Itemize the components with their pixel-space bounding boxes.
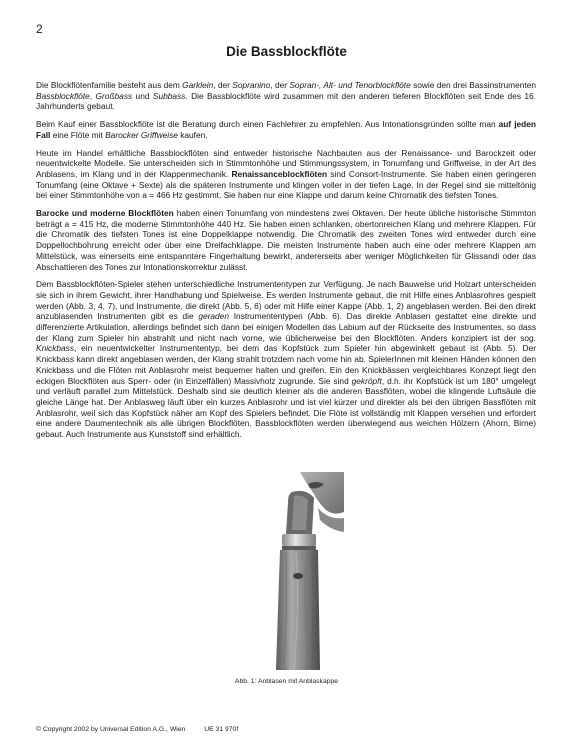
footer — [36, 726, 238, 733]
text-run: sowie den drei Bassinstrumenten — [410, 80, 537, 90]
italic-text: Großbass — [95, 90, 133, 101]
figure-caption: Abb. 1: Anblasen mit Anblaskappe — [234, 678, 339, 685]
text-run: Beim Kauf einer Bassblockflöte ist die Beratung durch einen Fachlehrer zu empfehlen. Aus Intonationsgründen sollte man — [36, 119, 499, 130]
text-run: , ein neuentwickelter Instrumententyp, bei dem das Kopfstück zum Spieler hin abgewinkelt gebaut ist (Abb. 5). Der Knickbass kann direkt angeblasen werden, der Klang strahlt trotzdem nach vorne hin ab. SpielerInnen mit kleinen Händen können den Knickbass und die Flöten mit Anblasrohr meist bequemer halten und greifen. Ein den Knickbässen vergleichbares Konzept liegt den eckigen Blockflöten aus Sperr- oder (in Einzelfällen) Massivholz zugrunde. Sie sind — [36, 343, 536, 386]
text-run: eine Flöte mit — [50, 129, 106, 140]
text-run: kaufen. — [177, 129, 208, 140]
text-run: , der — [213, 80, 233, 90]
text-run: haben einen Tonumfang von mindestens zwei Oktaven. Der heute übliche historische Stimmton beträgt a = 415 Hz, die moderne Stimmtonhöhe 440 Hz. Sie haben einen schlanken, obertonreichen Klang und mehrere Klappen. Für die Chromatik des tiefsten Tones ist eine Doppelklappe notwendig. Die Chromatik des zweiten Tones wird entweder durch eine Doppellochbohrung erreicht oder über eine Dreifachklappe. Die meisten Instrumente haben auch eine oder mehrere Klappen am Mittelstück, was einerseits eine entspanntere Fingerhaltung bewirkt, andererseits aber weniger Möglichkeiten für Glissandi oder das Abschattieren des Tones zur Intonationskorrektur zulässt. — [36, 208, 537, 272]
edition-number: UE 31 970f — [204, 726, 239, 733]
paragraph-baroque-modern — [36, 208, 536, 272]
text-run: sind Consort-Instrumente. Sie haben einen geringeren Tonumfang (eine Oktave + Sexte) als die späteren Instrumente und klingen voller in der tiefen Lage. In der Regel sind sie mitteltönig bei einer Stimmtonhöhe von a = 466 Hz gestimmt. Sie haben nur eine Klappe und darum keine Chromatik des tiefsten Tones. — [36, 168, 537, 201]
italic-text: Barocker Griffweise — [105, 129, 178, 140]
text-run: , d.h. ihr Kopfstück ist um 180° umgelegt und verläuft parallel zum Mittelstück. Deshalb sind sie deutlich kleiner als die anderen Bassflöten, wobei die klingende Luftsäule die gleiche Länge hat. Der Anblasweg läuft über ein kurzes Anblasrohr und ist viel kürzer und direkter als bei den übrigen Bassflöten mit Anblasrohr, weil sich das Kopfstück näher am Kopf des Spielers befindet. Die Flöte ist vollständig mit Klappen versehen und erfordert eine andere Daumentechnik als alle übrigen Blockflöten. Bassblockflöten werden überwiegend aus weichen Hölzern (Ahorn, Birne) gebaut. Auch Instrumente aus Kunststoff sind erhältlich. — [36, 375, 537, 440]
figure-photo — [248, 472, 344, 670]
text-run: , der — [270, 80, 290, 90]
italic-text: Knickbass — [36, 343, 75, 354]
bold-text: auf jeden Fall — [36, 119, 536, 140]
paragraph-purchase-advice — [36, 119, 536, 140]
italic-text: Garklein — [182, 80, 214, 90]
bold-text: Renaissanceblockflöten — [231, 168, 328, 179]
text-run: Heute im Handel erhältliche Bassblockflöten sind entweder historische Nachbauten aus der Renaissance- und Barockzeit oder neuentwickelte Modelle. Sie unterscheiden sich in Stimmtonhöhe und Stimmungssystem, in Tonumfang und Griffweise, in der Art des Anblasens, im Klang und in der Klappenmechanik. — [36, 147, 536, 179]
text-run: , — [89, 90, 96, 101]
bold-text: Barocke und moderne Blockflöten — [36, 208, 174, 219]
body-text — [36, 80, 536, 447]
copyright-notice: © Copyright 2002 by Universal Edition A.G., Wien — [36, 726, 186, 733]
italic-text: gekröpft — [351, 375, 382, 386]
italic-text: Subbass — [152, 90, 186, 101]
text-run: und — [132, 90, 153, 101]
italic-text: geraden — [198, 311, 229, 322]
italic-text: Sopranino — [232, 80, 271, 90]
text-run: Dem Bassblockflöten-Spieler stehen unterschiedliche Instrumententypen zur Verfügung. Je nach Bauweise und Holzart unterscheiden sie sich in ihrem Gewicht, ihrer Handhabung und Spielweise. Es werden Instrumente gebaut, die mit Hilfe eines Anblasrohres gespielt werden (Abb. 3, 4, 7), und Instrumente, die direkt (Abb. 5, 6) oder mit Hilfe einer Kappe (Abb. 1, 2) angeblasen werden. Bei den direkt anzublasenden Instrumenten gibt es die — [36, 279, 536, 322]
italic-text: Sopran-, Alt- und Tenorblockflöte — [289, 80, 411, 90]
paragraph-renaissance — [36, 148, 536, 202]
italic-text: Bassblockflöte — [36, 90, 90, 101]
paragraph-intro — [36, 80, 536, 112]
text-run: Die Blockflötenfamilie besteht aus dem — [36, 80, 183, 90]
page-number: 2 — [36, 22, 43, 36]
paragraph-instrument-types — [36, 279, 536, 440]
page-title: Die Bassblockflöte — [226, 44, 347, 59]
bass-recorder-photo — [248, 472, 344, 670]
text-run: Instrumententypen (Abb. 6). Das direkte Anblasen gestattet eine direkte und differenzierte Artikulation, allerdings befindet sich dann bei einigen Modellen das Labium auf der Rückseite des Instrumentes, so dass der Klang zum Spieler hin abstrahlt und nicht nach vorne, wie üblicherweise bei den Blockflöten. Anders konzipiert ist der sog. — [36, 311, 536, 343]
text-run: . Die Bassblockflöte wird zusammen mit den anderen tieferen Blockflöten seit Ende des 16. Jahrhunderts gebaut. — [36, 90, 536, 112]
